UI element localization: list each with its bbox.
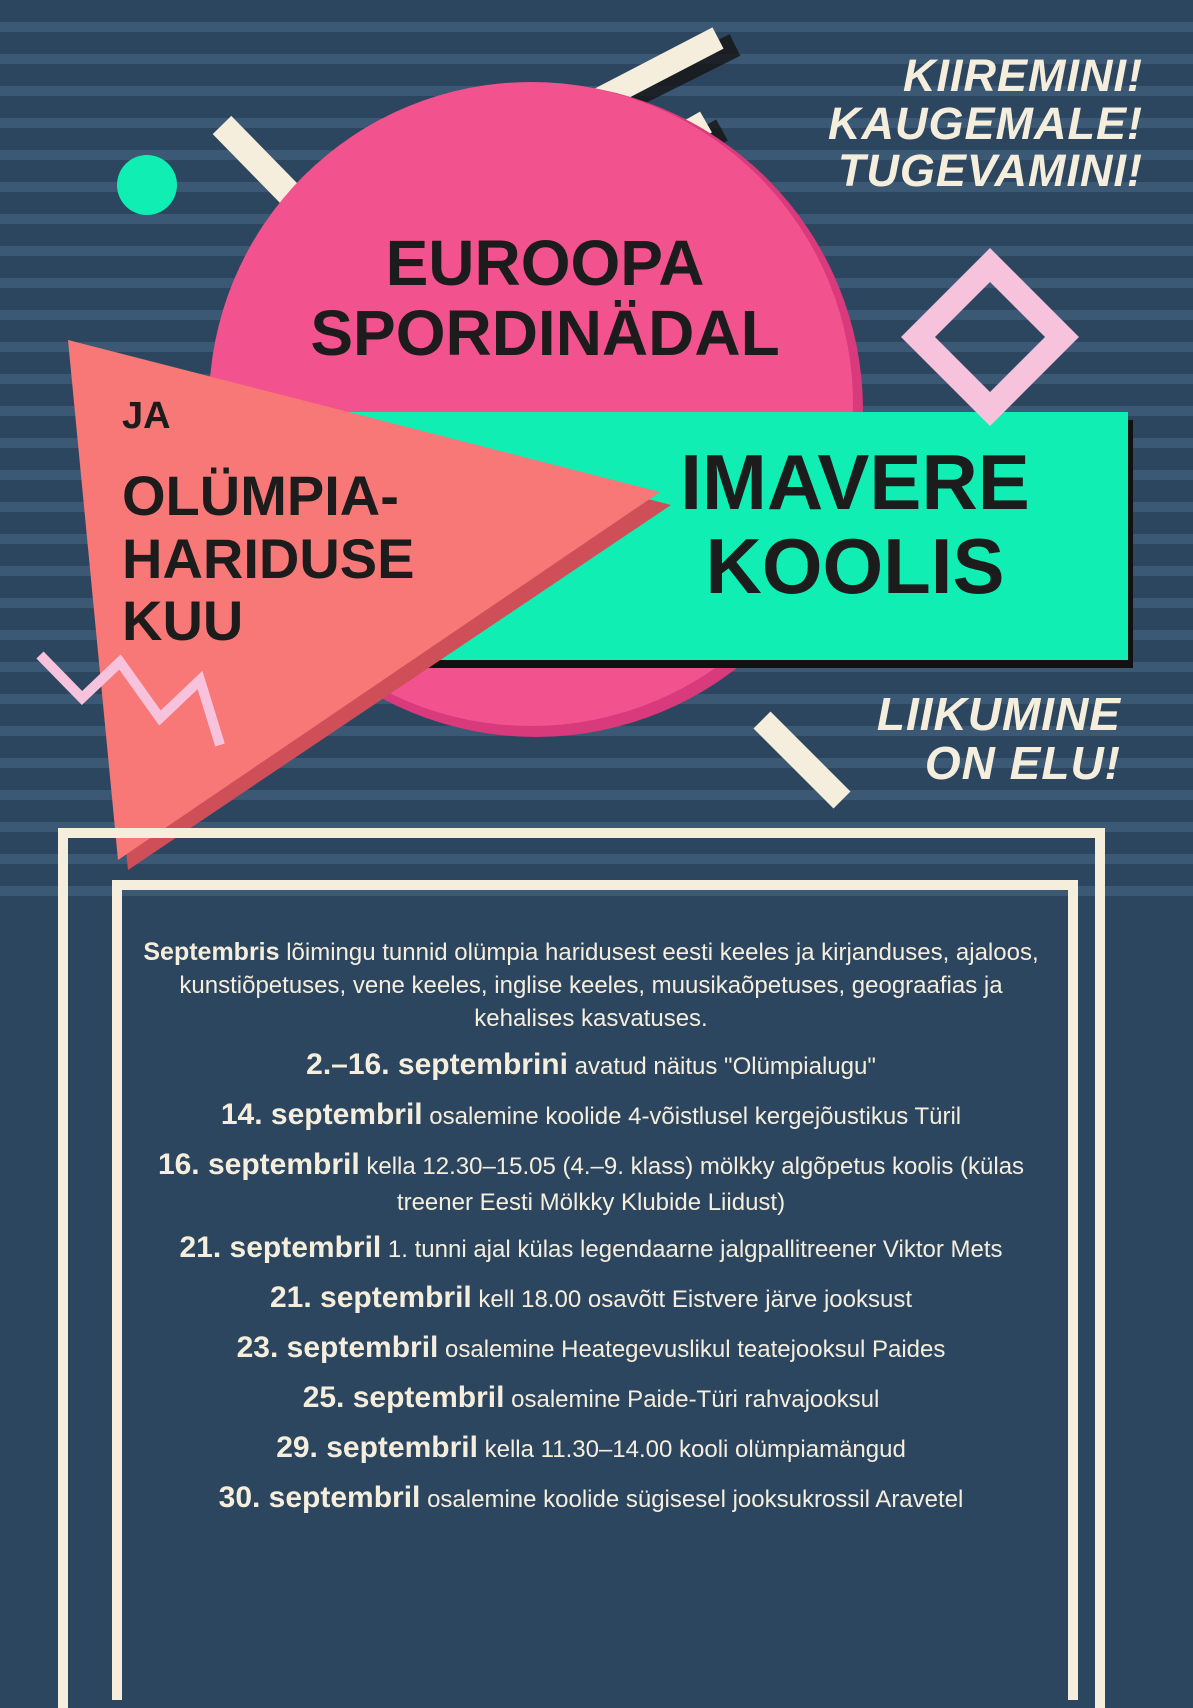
slogan-top-line-3: TUGEVAMINI! — [837, 145, 1143, 197]
slogan-bottom-line-1: LIIKUMINE — [876, 688, 1121, 740]
event-item — [142, 1227, 1040, 1269]
event-item — [142, 1044, 1040, 1086]
slogan-top — [828, 52, 1143, 195]
deco-diamond — [918, 265, 1062, 409]
event-text: osalemine koolide sügisesel jooksukrossil Aravetel — [420, 1486, 964, 1514]
event-date: 30. septembril — [218, 1481, 421, 1515]
event-text: kella 11.30–14.00 kooli olümpiamängud — [477, 1436, 906, 1464]
title-olympia-line-3: KUU — [122, 589, 244, 653]
event-date: 25. septembril — [302, 1381, 505, 1415]
deco-mint-dot — [117, 155, 177, 215]
event-schedule — [142, 935, 1040, 1527]
title-olympia — [122, 465, 414, 653]
main-title-line-1: EUROOPA — [385, 227, 705, 299]
title-olympia-line-2: HARIDUSE — [122, 526, 415, 590]
event-text: osalemine Heategevuslikul teatejooksul Paides — [438, 1336, 946, 1364]
event-item — [142, 1094, 1040, 1136]
event-date: 16. septembril — [157, 1147, 360, 1181]
main-title — [200, 228, 890, 369]
event-text: kell 18.00 osavõtt Eistvere järve jooksust — [471, 1286, 912, 1314]
title-ja: JA — [122, 395, 171, 437]
event-item — [142, 1144, 1040, 1220]
slogan-bottom-line-2: ON ELU! — [924, 736, 1121, 789]
event-item — [142, 1377, 1040, 1419]
intro-text: lõimingu tunnid olümpia haridusest eesti keeles ja kirjanduses, ajaloos, kunstiõpetuses, vene keeles, inglise keeles, muusikaõpetuses, geograafias ja kehalises kasvatuses. — [179, 939, 1039, 1032]
event-text: avatud näitus "Olümpialugu" — [567, 1052, 876, 1080]
title-school — [590, 438, 1120, 611]
intro-paragraph — [142, 935, 1040, 1036]
main-title-line-2: SPORDINÄDAL — [310, 297, 780, 370]
title-school-line-1: IMAVERE — [680, 438, 1030, 526]
event-text: 1. tunni ajal külas legendaarne jalgpallitreener Viktor Mets — [381, 1236, 1003, 1264]
slogan-bottom — [877, 690, 1121, 788]
event-date: 14. septembril — [220, 1097, 423, 1131]
event-date: 21. septembril — [270, 1281, 472, 1315]
event-date: 2.–16. septembrini — [306, 1047, 568, 1081]
event-date: 29. septembril — [276, 1431, 478, 1465]
event-date: 21. septembril — [179, 1231, 382, 1265]
title-olympia-line-1: OLÜMPIA- — [122, 464, 399, 527]
event-date: 23. septembril — [236, 1331, 439, 1365]
deco-line-bottom-right — [762, 720, 842, 800]
slogan-top-line-1: KIIREMINI! — [903, 50, 1143, 101]
event-item — [142, 1477, 1040, 1519]
title-school-line-2: KOOLIS — [705, 522, 1005, 611]
event-text: osalemine Paide-Türi rahvajooksul — [504, 1386, 880, 1414]
event-text: osalemine koolide 4-võistlusel kergejõustikus Türil — [422, 1102, 962, 1130]
event-item — [142, 1277, 1040, 1319]
intro-bold: Septembris — [143, 938, 280, 966]
event-item — [142, 1327, 1040, 1369]
event-item — [142, 1427, 1040, 1469]
event-text: kella 12.30–15.05 (4.–9. klass) mölkky algõpetus koolis (külas treener Eesti Mölkky Klubide Liidust) — [359, 1152, 1025, 1216]
slogan-top-line-2: KAUGEMALE! — [828, 97, 1143, 149]
